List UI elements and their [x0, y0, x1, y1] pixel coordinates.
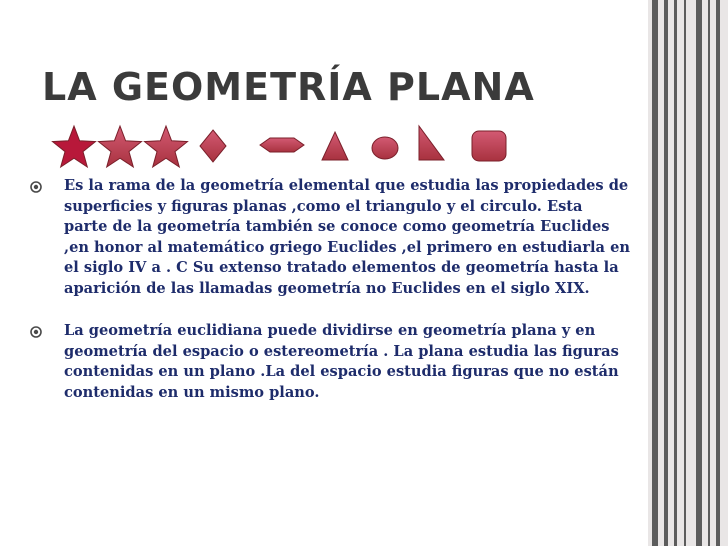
bullet-item [30, 321, 630, 403]
slide-title: LA GEOMETRÍA PLANA [42, 65, 535, 109]
stripe-line [652, 0, 658, 546]
shapes-row [50, 124, 520, 172]
stripe-line [716, 0, 720, 546]
stripe-line [664, 0, 668, 546]
stripe-line [674, 0, 677, 546]
hexagon-shape [260, 138, 304, 152]
rounded-square-shape [472, 131, 506, 161]
stripe-line [696, 0, 702, 546]
oval-shape [372, 137, 398, 159]
bullet-text: La geometría euclidiana puede dividirse en geometría plana y en geometría del espacio o estereometría . La plana estudia las figuras contenidas en un plano .La del espacio estudia figuras que no están contenidas en un mismo plano. [64, 322, 619, 401]
triangle-shape [322, 132, 348, 160]
star-shape [145, 126, 188, 167]
stripe-line [708, 0, 710, 546]
diamond-shape [200, 130, 226, 162]
star-shape [99, 126, 142, 167]
right-triangle-shape [419, 126, 444, 160]
stripe-line [684, 0, 686, 546]
bullet-circle-icon [30, 326, 42, 338]
bullet-text: Es la rama de la geometría elemental que estudia las propiedades de superficies y figuras planas ,como el triangulo y el circulo. Esta parte de la geometría también se conoce como geometría Euclides ,en honor al matemático griego Euclides ,el primero en estudiarla en el siglo IV a . C Su extenso tratado elementos de geometría hasta la aparición de las llamadas geometría no Euclides en el siglo XIX. [64, 177, 630, 297]
bullet-list [30, 176, 630, 403]
star-shape [53, 126, 96, 167]
bullet-circle-icon [30, 181, 42, 193]
bullet-item [30, 176, 630, 299]
